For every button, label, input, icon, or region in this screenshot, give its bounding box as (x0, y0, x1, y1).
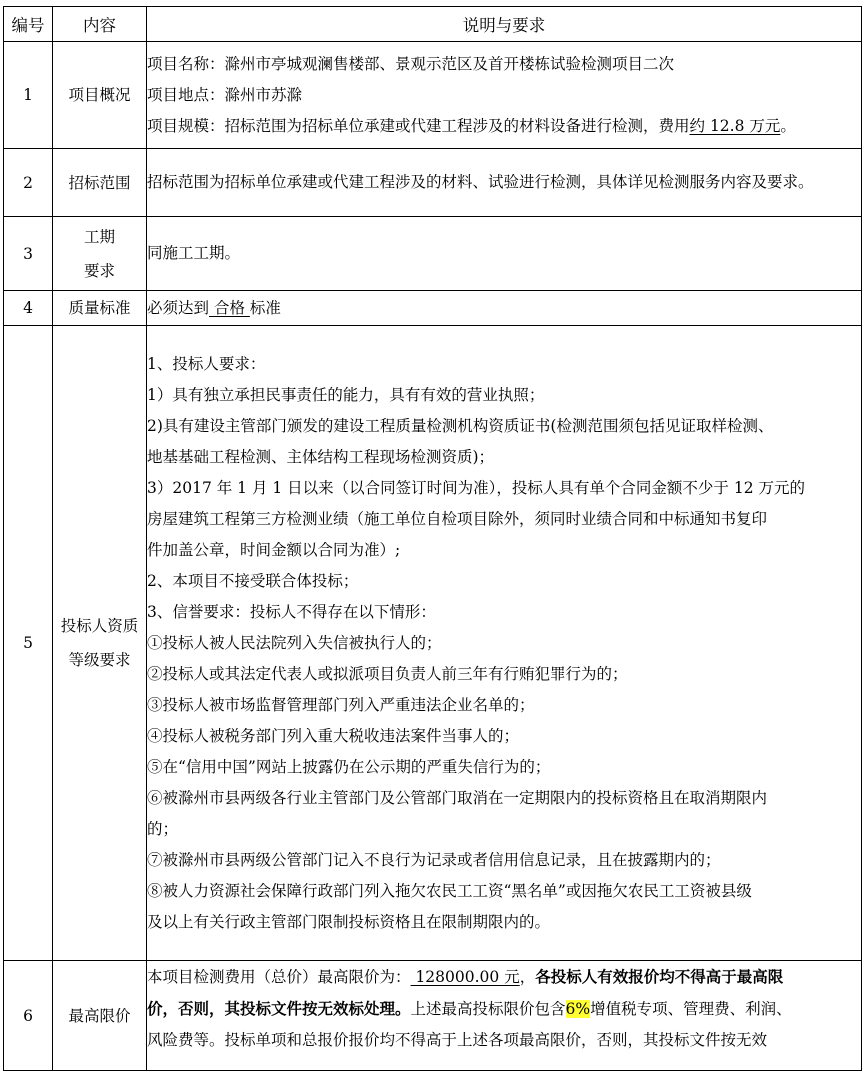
price-includes: 上述最高投标限价包含 (410, 1000, 566, 1018)
requirement-line: 1）具有独立承担民事责任的能力，具有有效的营业执照； (147, 386, 545, 404)
header-number: 编号 (4, 7, 53, 42)
row-description (147, 326, 862, 961)
requirement-line: ①投标人被人民法院列入失信被执行人的； (147, 634, 442, 652)
quality-prefix: 必须达到 (147, 298, 210, 317)
vat-highlight: 6% (565, 1000, 591, 1018)
row-label-line: 要求 (83, 261, 115, 280)
row-description (147, 291, 862, 326)
requirements-table (3, 6, 862, 1071)
row-label-line: 工期 (83, 227, 115, 246)
row-label-line: 投标人资质 (60, 617, 139, 635)
requirement-line: ②投标人或其法定代表人或拟派项目负责人前三年有行贿犯罪行为的； (147, 665, 628, 683)
requirement-line: ④投标人被税务部门列入重大税收违法案件当事人的； (147, 727, 520, 745)
requirement-line: 件加盖公章，时间金额以合同为准）; (147, 541, 401, 559)
price-comma: ， (519, 968, 536, 986)
project-location-line: 项目地点：滁州市苏滁 (147, 85, 303, 104)
project-scale-line (147, 111, 861, 142)
requirement-line: 2)具有建设主管部门颁发的建设工程质量检测机构资质证书(检测范围须包括见证取样检测、 (147, 417, 774, 435)
header-description: 说明与要求 (147, 7, 862, 42)
row-label: 项目概况 (53, 42, 147, 149)
row-label: 质量标准 (53, 291, 147, 326)
price-items: 增值税专项、管理费、利润、 (590, 1000, 792, 1018)
header-content: 内容 (53, 7, 147, 42)
row-label: 招标范围 (53, 149, 147, 217)
table-row (4, 961, 862, 1071)
schedule-text: 同施工工期。 (147, 244, 241, 262)
row-label-line: 等级要求 (68, 651, 131, 669)
row-number: 5 (4, 326, 53, 961)
requirement-line: ⑥被滁州市县两级各行业主管部门及公管部门取消在一定期限内的投标资格且在取消期限内 (147, 789, 768, 807)
project-name-line: 项目名称：滁州市亭城观澜售楼部、景观示范区及首开楼栋试验检测项目二次 (147, 54, 675, 73)
scale-end: 。 (780, 116, 796, 135)
table-header-row (4, 7, 862, 42)
requirement-line: 地基基础工程检测、主体结构工程现场检测资质)； (147, 448, 495, 466)
requirement-line: 1、投标人要求： (147, 355, 266, 373)
row-number: 6 (4, 961, 53, 1071)
quality-value: 合格 (209, 298, 250, 317)
requirement-line: 的； (147, 820, 179, 838)
row-description (147, 149, 862, 217)
row-number: 3 (4, 217, 53, 291)
scale-prefix: 项目规模：招标范围为招标单位承建或代建工程涉及的材料设备进行检测，费用 (147, 116, 690, 135)
requirement-line: ⑧被人力资源社会保障行政部门列入拖欠农民工工资“黑名单”或因拖欠农民工工资被县级 (147, 882, 752, 900)
price-bold-1: 各投标人有效报价均不得高于最高限 (535, 967, 784, 986)
row-number: 4 (4, 291, 53, 326)
requirement-line: ⑦被滁州市县两级公管部门记入不良行为记录或者信用信息记录，且在披露期内的； (147, 851, 721, 869)
table-row (4, 291, 862, 326)
scope-text: 招标范围为招标单位承建或代建工程涉及的材料、试验进行检测，具体详见检测服务内容及要求。 (147, 173, 814, 191)
row-description (147, 961, 862, 1071)
price-line-2 (147, 993, 861, 1025)
requirement-line: 及以上有关行政主管部门限制投标资格且在限制期限内的。 (147, 913, 551, 931)
row-description (147, 42, 862, 149)
requirement-line: ③投标人被市场监督管理部门列入严重违法企业名单的； (147, 696, 535, 714)
requirement-line: 2、本项目不接受联合体投标； (147, 572, 359, 590)
price-amount: 128000.00 元 (410, 968, 520, 986)
requirement-line: 3）2017 年 1 月 1 日以来（以合同签订时间为准），投标人具有单个合同金额不少于 12 万元的 (147, 479, 805, 497)
quality-suffix: 标准 (249, 298, 281, 317)
price-line-3: 风险费等。投标单项和总报价报价均不得高于上述各项最高限价，否则，其投标文件按无效 (147, 1031, 768, 1049)
table-row (4, 326, 862, 961)
scale-amount: 约 12.8 万元 (689, 116, 781, 135)
price-line-1 (147, 961, 861, 993)
table-row (4, 217, 862, 291)
row-label: 最高限价 (53, 961, 147, 1071)
requirement-line: 房屋建筑工程第三方检测业绩（施工单位自检项目除外，须同时业绩合同和中标通知书复印 (147, 510, 768, 528)
row-number: 2 (4, 149, 53, 217)
price-intro: 本项目检测费用（总价）最高限价为： (147, 968, 411, 986)
price-bold-2: 价，否则，其投标文件按无效标处理。 (147, 999, 411, 1018)
table-row (4, 42, 862, 149)
requirement-line: 3、信誉要求：投标人不得存在以下情形： (147, 603, 436, 621)
row-description (147, 217, 862, 291)
requirement-line: ⑤在“信用中国”网站上披露仍在公示期的严重失信行为的； (147, 758, 551, 776)
row-number: 1 (4, 42, 53, 149)
table-row (4, 149, 862, 217)
quality-line (147, 293, 861, 324)
row-label (53, 326, 147, 961)
row-label (53, 217, 147, 291)
